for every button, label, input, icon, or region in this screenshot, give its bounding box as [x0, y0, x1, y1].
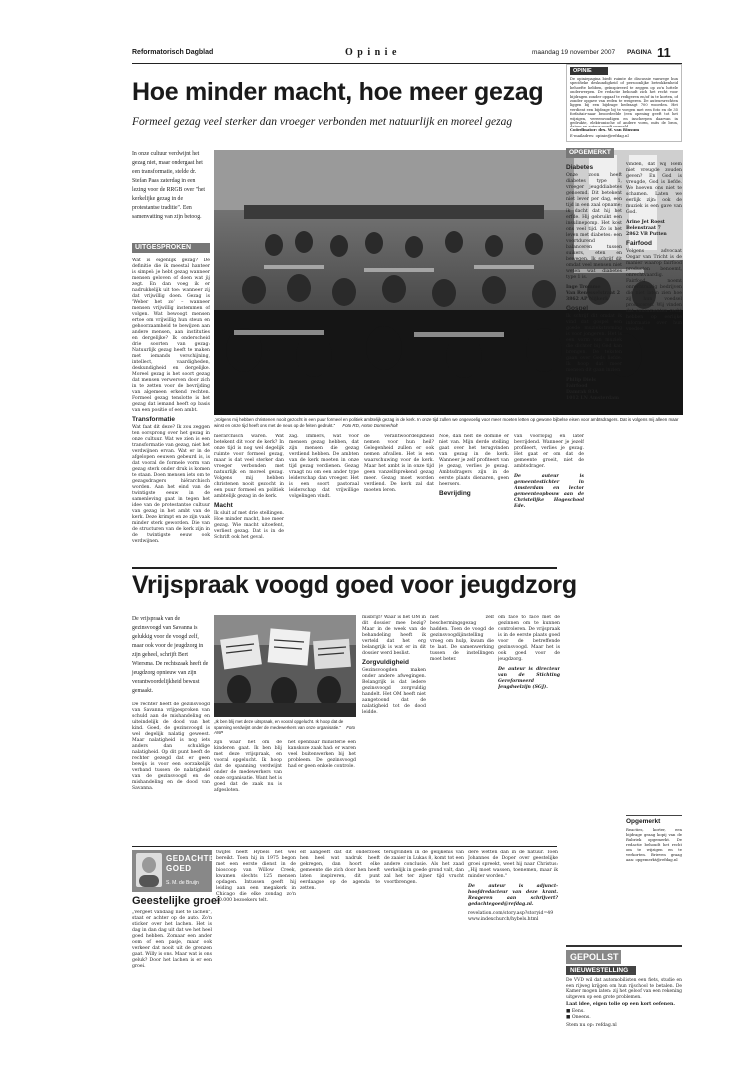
article2-col2: zijn waar het om de kinderen gaat. Ik ben blij met deze vrijspraak, en vooral opgelucht. Ik hoop dat de spanning verdwijnt onder de medewerkers van onze organisatie. Want het is goed dat de zaak nu is afgesloten. [214, 740, 282, 793]
article1-col6 [439, 434, 509, 562]
section-divider [132, 567, 557, 569]
poll-bullet-icon: ■ [566, 1009, 572, 1015]
opinie-email: E-mailadres: opinie@refdag.nl [570, 133, 629, 138]
article2-col4b-text: Gezinsvoogden maken onder andere afwegingen. Belangrijk is dat iedere gezinsvoogd zorgvuldig handelt. Het OM heeft niet aangetoond dat de nalatigheid tot de dood leidde. [362, 668, 426, 715]
article2-body: De rechter heeft de gezinsvoogd van Savanna vrijgesproken van schuld aan de mishandeling en uiteindelijk de dood van het kind. Goed, de gezinsvoogd is wel degelijk nalatig geweest. Maar nalatigheid is nog iets anders dan schuldige nalatigheid. Op dit punt heeft de rechter gezegd dat er geen bewijs is voor een oorzakelijk verband tussen de nalatigheid van de gezinsvoogd en de mishandeling en de dood van Savanna. [132, 702, 210, 791]
opgemerkt-label [566, 148, 614, 158]
column-body: „Vergeet vandaag niet te lachen", staat er achter op de auto. Zo'n sticker over het lachen. Het is dag in dan dag uit dat we het heel goed hebben. Zomaar een ander oom of een pasje, maar ook verkeer dat nooit uit de grenzen gaat. Willy is ons. Maar wat is ons geluk? Door het lachen is er een groei. [132, 910, 212, 969]
article2-photo-caption [214, 719, 356, 736]
poll-option2: Oneens. [571, 1015, 591, 1021]
article1-col1 [132, 258, 210, 563]
opgemerkt-body-diabetes: Onze zoon heeft diabetes type 1, vroeger jeugddiabetes genoemd. Dit betekent niet lever per dag, een tijd in een zaal opname; ik dacht dat hij het erfde. Hij gebruikt een insulinepomp. Het kost ons veel tijd. Zo is het leven met diabetes: een voortdurend balanceren tussen suikers, eten en bewegen. Ik schrijf dit omdat veel mensen niet weten wat diabetes type 1 is. [566, 173, 622, 280]
page-number: 11 [657, 45, 671, 60]
masthead-section: O p i n i e [345, 47, 398, 58]
poll-option-oneens[interactable] [566, 1015, 682, 1021]
gedachte-label: GEDACHTE [166, 854, 215, 863]
opgemerkt-body-gospel: Ik schrijf dit omdat ik vind dat gospel een goede muziekstroming is voor jongeren. Het is een vorm van muziek die dichter bij God kan brengen. De teksten gaan over Gods liefde. Ik hoop dat meer mensen dit gaan inzien. [566, 314, 622, 373]
sign2-name: Philip Diels [566, 378, 596, 383]
article1-col3b-text: Ik sluit af met drie stellingen. Hoe minder macht, hoe meer gezag. Wie macht uitoefent, verliest gezag. Dat is in de Schrift ook het geval. [214, 511, 284, 540]
article2-author-note: De auteur is directeur van de Stichting Gereformeerd Jeugdwelzijn (SGJ). [498, 667, 560, 690]
poll-question: De VVD wil dat automobilisten een fiets, studie en een rijweg krijgen om hun rijschool te betalen. De Kamer mogen laten: zij het geloof van een rekening uitgeven op een grote problemen. [566, 978, 682, 1000]
article1-col6a-text: Noe, dan helt de domine er niet van. Mijn derde stelling gaat over het terugvinden van gezag in de kerk. Wanneer je zelf profiteert van je gezag, verlies je gezag. Ambtsdragers zijn in de eerste plaats dienaren, geen heersers. [439, 434, 509, 487]
column-author: S. M. de Bruijn [166, 880, 199, 886]
article2-intro: De vrijspraak van de gezinsvoogd van Savanna is gelukkig voor de voogd zelf, maar ook voor de jeugdzorg in zijn geheel, schrijft Bert Wiersma. De rechtszaak heeft de jeugdzorg opnieuw van zijn verantwoordelijkheid bewust gemaakt. [132, 616, 209, 694]
article1-col5: de verantwoordelijkheid nemen voor hun heil? Gelegenheid zullen er ook nemen afvallen. Het is een waarschuwing voor de kerk. Maar het ambt is in onze tijd geen vanzelfsprekend gezag meer. Gezag moet worden verdiend. De kerk zal dat moeten leren. [364, 434, 434, 493]
article2-sub-zorgvuldigheid: Zorgvuldigheid [362, 659, 409, 666]
article2-headline: Vrijspraak voogd goed voor jeugdzorg [132, 571, 577, 599]
sign2-street: Fairfood [566, 384, 588, 389]
goed-label: GOED [166, 864, 192, 873]
opgemerkt-info-box [626, 815, 682, 943]
poll-bullet-icon: ■ [566, 1015, 572, 1021]
article1-intro: In onze cultuur verdwijnt het gezag niet, maar ondergaat het een transformatie, stelde dr. Stefan Paas zaterdag in een lezing voor de RRGB over "het kerkelijke gezag in de protestantse traditie". Een samenvatting van zijn betoog. [132, 151, 206, 220]
column-author-note: De auteur is adjunct-hoofdredacteur van deze krant. Reageren aan schrijvert? gedachtegoed@refdag.nl. [468, 884, 558, 907]
column-col2: twijfel heeft Hybels het wel bereikt. Toen hij in 1975 begon met een eerste dienst in de bioscoop van Willow Creek, kwamen slechts 125 mensen opdagen. Intussen geeft hij leiding aan een megakerk in Chicago die elke zondag zo'n 20.000 bezoekers telt. [216, 850, 296, 903]
poll-label: GEPOLLST [566, 950, 621, 964]
poll-stelling: Laat idee, eigen tolie op een kort oefenen. [566, 1002, 675, 1008]
column-col3: elf aangeeft dat dit onderzoek hen heel wat nadruk heeft gekregen, dan hoort elke gemeente die zich door hen heeft laten inspireren, dit punt eerdaagse op de agenda te zetten. [300, 850, 380, 891]
opgemerkt-info-title: Opgemerkt [626, 818, 661, 825]
article2-photo [214, 615, 356, 717]
opinie-box [566, 64, 682, 142]
masthead-paper-name: Reformatorisch Dagblad [132, 49, 214, 56]
article2-col4 [362, 615, 426, 843]
opinie-coordinator: Coördinator: drs. W. van Rinsum [570, 127, 640, 132]
uitgesproken-label [132, 243, 210, 253]
column-col5-text: dere wetten dan in de natuur. Toen Johannes de Doper over geestelijke groei spreekt, weet hij naar Christus: „Hij moet wassen, toenemen, maar ik minder worden." [468, 850, 558, 879]
masthead-date: maandag 19 november 2007 [532, 49, 616, 56]
sign1-name: Inge Tromme [566, 285, 601, 290]
sign3-name: Arine Jet Roest [626, 220, 665, 225]
opinie-box-text: De opiniepagina biedt ruimte de discussie vanwege hun specifieke deskundigheid of persoonlijke betrokkenheid behoefte hebben, geïnspireerd te zeggen op zo'n luttele onderwerpen. De redactie behoudt zich het recht voor bijdragen zonder opgaaf te redigeren en/of in te korten, of zonder opgave van reden te weigeren. De auteursrechten liggen bij een bijdrage bedraagt 700 woorden. Het verdient een bijdrage bij te voegen met een foto en de 35 forfaitair-naar beoordeelde (een opening geeft tot het wijzigen, vereenvoudigen en inscherpen daarvan in gedrukte, elektronische of andere vorm, mits de bron, [570, 77, 678, 126]
gedachte-goed-header [132, 850, 215, 892]
article1-photo-credit: Foto RD, Anton Dommerholt [342, 422, 398, 428]
article2-col5: niet zelf beschermingsgezag hadden. Toen de voogd de gezinsvoogdijinstelling vroeg om hulp, kwam die te laat. De samenwerking tussen de instellingen moet beter. [430, 615, 494, 662]
opgemerkt-sign2 [566, 378, 622, 402]
sign2-city: 1012 LN Amsterdam [566, 396, 619, 401]
sign2-extra: Damrak 83A [566, 390, 598, 395]
article1-author-note: De auteur is gemeentestichter in Amsterdam en lector gemeenteopbouw aan de Christelijke Hogeschool Ede. [514, 474, 584, 509]
article1-col4: zag. Immers, wat voor mensen gezag hebben, dat zijn mensen die gezag verdiend hebben. De ambten van de kerk moeten in onze tijd gezag verdienen. Gezag vraagt nu om een ander type leiderschap dan vroeger. Het is een soort pastoraal leiderschap dat vrijwillige volgelingen vindt. [289, 434, 359, 499]
article2-col6-text: om face to face met de gezinnen om te kunnen controleren. De vrijspraak is in de eerste plaats goed voor de betreffende gezinsvoogd. Maar het is ook goed voor de jeugdzorg. [498, 615, 560, 662]
article1-sub-transformatie: Transformatie [132, 416, 175, 423]
article1-col7-text: van voorlopig en later bevrijdend. Wanneer je jezelf profileert, verlies je gezag. Het gaat er om dat de gemeente groeit, niet de ambtsdrager. [514, 434, 584, 469]
article1-sub-macht: Macht [214, 502, 233, 509]
article1-col3 [214, 434, 284, 562]
opgemerkt-info-text: Reacties, korter, een bijdrage graag kopij van de Rubriek opgemerkt. De redactie behoudt het recht om te wijzigen en te verkorten. Brieven graag aan: opgemerkt@refdag.nl [626, 827, 682, 862]
opinie-label: OPINIE [570, 67, 608, 75]
section-divider-2 [132, 846, 557, 847]
poll-option1: Eens. [571, 1009, 585, 1015]
article2-col4-text: misbrijf? Waar is het OM in dit dossier mee bezig? Maar in de week van de behandeling heeft ik verteld dat het erg belangrijk is wat er in dit dossier werd beslist. [362, 615, 426, 656]
article1-subheadline: Formeel gezag veel sterker dan vroeger verbonden met natuurlijk en moreel gezag [132, 116, 513, 128]
sign1-street: Van Renesselstraat 2 [566, 291, 620, 296]
sign1-city: 3862 AP Nijkerk [566, 297, 609, 302]
article1-sub-bevrijding: Bevrijding [439, 490, 471, 497]
opgemerkt-col2 [626, 162, 682, 682]
column-col5 [468, 850, 558, 1060]
opgemerkt-sub-diabetes: Diabetes [566, 164, 594, 171]
opgemerkt-sub-gospel: Gospel [566, 305, 589, 312]
opgemerkt-body-fairfood: Volgens advocaat Oogar van Tricht is de manier waarop fairfood producten benoemt, onrechtvaardig. Fairfood noemt onrechtmatig bedrijven die niet laten zien hoe zij hun voedsel produceren. Wij vinden dat consumenten recht hebben op eerlijke informatie over hun voedsel. [626, 249, 682, 332]
masthead [132, 47, 682, 61]
sign3-city: 2862 VB Putten [626, 232, 667, 237]
protest-signs-photo [214, 615, 356, 717]
article1-col3-text: hiërarchisch waren. Wat betekent dit voor de kerk? In onze tijd is nog wel degelijk ruimte voor formeel gezag, maar is dat veel sterker dan vroeger verbonden met natuurlijk en moreel gezag. Volgens mij hebben christenen nooit gezocht in een puur formeel en politiek ambtelijk gezag in de kerk. [214, 434, 284, 499]
article2-col3: het openbaar ministerie een kanskoze zaak had: er waren veel buitenwerken bij het probleem. De gezinsvoogd had er geen enkele controle. [288, 740, 356, 769]
opgemerkt-sub-fairfood: Fairfood [626, 240, 652, 247]
uitgesproken-label-text: UITGESPROKEN [135, 244, 192, 251]
opgemerkt-sign1 [566, 285, 622, 303]
article1-caption-text: „Volgens mij hebben christenen nooit gezocht in een puur formeel en politiek ambtelijk gezag in de kerk. In onze tijd zullen we ongevoelig voor meer moeten letten op gewone bijbelse eisen voor ambtsdragers. Dat is volgens mij alleen maar winst en onze tijd heeft ons met de neus op de feiten gedrukt." [214, 417, 679, 428]
author-avatar [136, 853, 162, 887]
opgemerkt-label-text: OPGEMERKT [569, 149, 611, 156]
article2-photo-credit: Foto ANP [214, 724, 356, 735]
column-headline: Geestelijke groei [132, 895, 221, 907]
article2-caption-text: „Ik ben blij met deze uitspraak, en vooral opgelucht. Ik hoop dat de spanning verdwijnt onder de medewerkers van onze organisatie." [214, 719, 344, 730]
opgemerkt-sign3 [626, 220, 682, 238]
column-links[interactable]: revelation.com/story.asp?storyid=49 www.indexchurch/hybels.html [468, 911, 554, 922]
masthead-page-label: PAGINA [627, 49, 652, 56]
article2-col6 [498, 615, 560, 843]
poll-sub-label: NIEUWESTELLING [566, 966, 636, 975]
poll-box [566, 945, 682, 1063]
article1-headline: Hoe minder macht, hoe meer gezag [132, 78, 544, 106]
sign3-street: Belenstraat 7 [626, 226, 661, 231]
article1-body2: Wat faat dit deze? Ik zou zeggen ten oorsprong over het gezag in onze cultuur. Wat we zien is een transformatie van gezag, niet het verdwijnen ervan. Wat er in de afgelopen eeuwen gebeurd is, is dat vooral de formele vorm van gezag sterk onder druk is komen te staan. Doen mensen iets om te gezagsdragers hiërarchisch worden. Aan het eind van de twintigste eeuw in de samenleving gaat in tegen het idee van de protestantse cultuur van gezag in het ambt van de kerk. Deze krimpt en ze zijn vaak minder sterk geworden. Die van de structuren van de kerk zijn in de twintigste eeuw ook verdwijnen. [132, 425, 210, 544]
opgemerkt-col1 [566, 162, 622, 682]
poll-url[interactable]: Stem nu op: refdag.nl [566, 1023, 617, 1029]
column-col4: terugvinden in de gelijkenis van de zaaier in Lukas 8, komt tot een andere conclusie. Als het zaad werkelijk in goede grond valt, dan zal het ter zijner tijd vrucht voortbrengen. [384, 850, 464, 885]
article1-body1: Wat is eigenlijk gezag? De definitie die ik meestal hanteer is simpel: je hebt gezag wanneer mensen geloven of doen wat jij zegt. En dan voeg ik er nadrukkelijk uit toe: wanneer zij dat vrijwillig doen. Gezag is 'Weber het zo' – wanneer mensen vrijwillig instemmen of volgen. Wat bewoogt mensen ertoe om vrijwillig hun steun en gehoorzaamheid te bewijzen aan andere mensen, aan instituties en dergelijke? Ik onderscheid drie soorten van gezag: Natuurlijk gezag heeft te maken met iemands verschijning, intellect, vaardigheden, deskundigheid en dergelijke. Moreel gezag is het soort gezag dat mensen verwerven door zich in te zetten voor de bevrijding van algemeen erkend rechten. Formeel gezag tenslotte is het gezag dat iemand heeft op basis van een positie of een ambt. [132, 258, 210, 413]
opgemerkt-col2-text: vinden, dat wij Hem niet vreugde zouden geven? En God is vreugde, God is liefde. We hoeven ons niet te schamen. Laten we eerlijk zijn: ook de muziek is een gave van God. [626, 162, 682, 215]
